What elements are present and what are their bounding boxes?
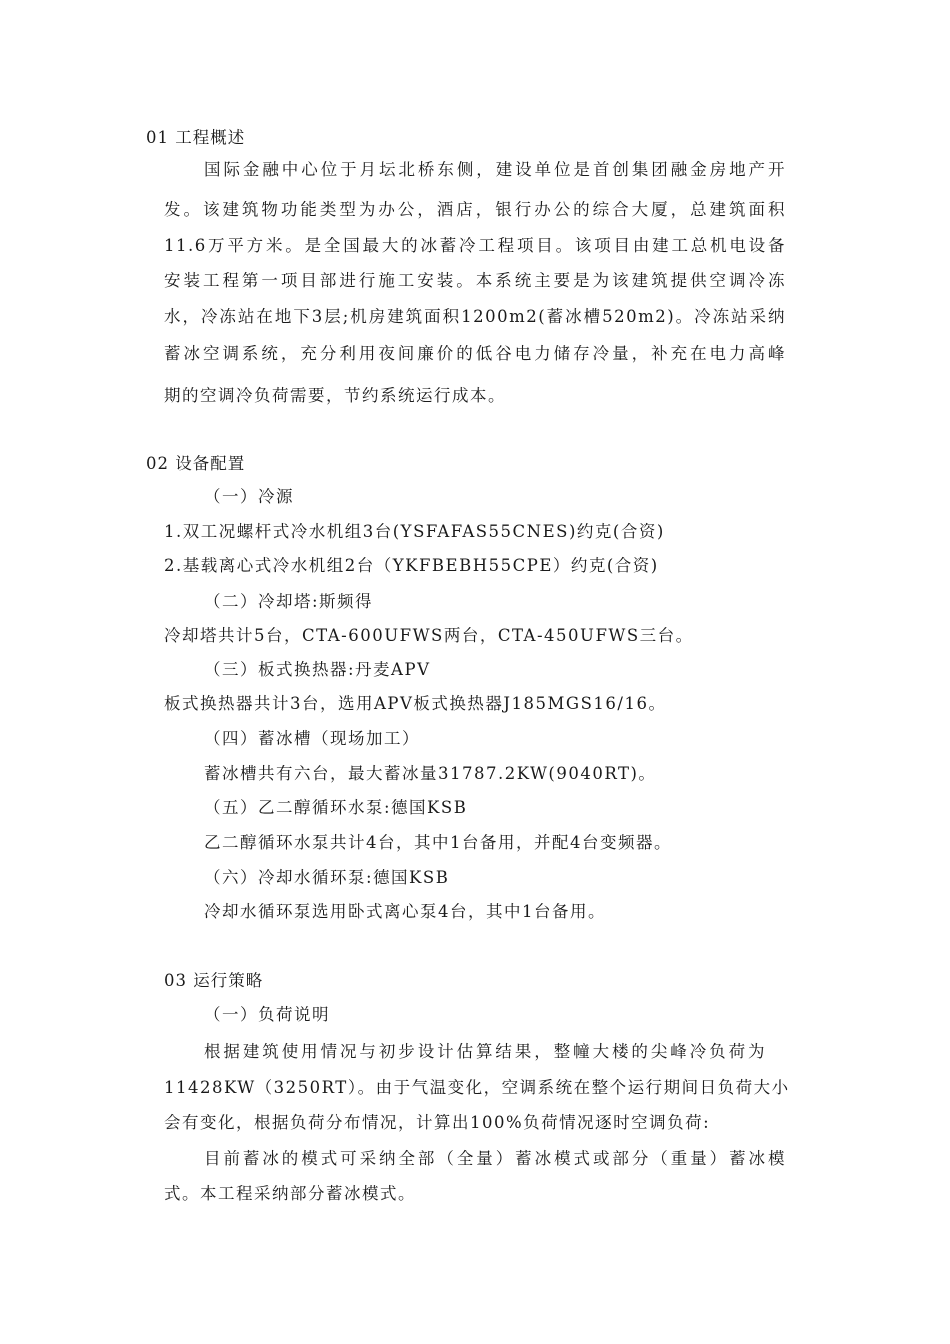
paragraph-line: 目前蓄冰的模式可采纳全部（全量）蓄冰模式或部分（重量）蓄冰模	[204, 1149, 786, 1168]
subheading-cooling-tower: （二）冷却塔:斯频得	[204, 592, 374, 611]
subheading-glycol-pump: （五）乙二醇循环水泵:德国KSB	[204, 798, 468, 817]
paragraph-line: 11.6万平方米。是全国最大的冰蓄冷工程项目。该项目由建工总机电设备	[164, 236, 786, 255]
subheading-cooling-water-pump: （六）冷却水循环泵:德国KSB	[204, 868, 450, 887]
paragraph-line: 水，冷冻站在地下3层;机房建筑面积1200m2(蓄冰槽520m2)。冷冻站采纳	[164, 307, 786, 326]
section-heading-strategy: 03 运行策略	[164, 971, 264, 990]
paragraph-line: 式。本工程采纳部分蓄冰模式。	[164, 1184, 416, 1203]
list-item: 1.双工况螺杆式冷水机组3台(YSFAFAS55CNES)约克(合资)	[164, 522, 665, 541]
paragraph-line: 板式换热器共计3台，选用APV板式换热器J185MGS16/16。	[164, 694, 667, 713]
paragraph-line: 发。该建筑物功能类型为办公，酒店，银行办公的综合大厦，总建筑面积	[164, 200, 786, 219]
subheading-load-description: （一）负荷说明	[204, 1005, 330, 1024]
section-heading-overview: 01 工程概述	[146, 128, 246, 147]
paragraph-line: 会有变化，根据负荷分布情况，计算出100%负荷情况逐时空调负荷:	[164, 1113, 711, 1132]
paragraph-line: 蓄冰槽共有六台，最大蓄冰量31787.2KW(9040RT)。	[204, 764, 657, 783]
paragraph-line: 根据建筑使用情况与初步设计估算结果，整幢大楼的尖峰冷负荷为	[204, 1042, 766, 1061]
section-heading-equipment: 02 设备配置	[146, 454, 246, 473]
paragraph-line: 国际金融中心位于月坛北桥东侧，建设单位是首创集团融金房地产开	[204, 160, 786, 179]
subheading-ice-tank: （四）蓄冰槽（现场加工）	[204, 729, 420, 748]
subheading-heat-exchanger: （三）板式换热器:丹麦APV	[204, 660, 431, 679]
list-item: 2.基载离心式冷水机组2台（YKFBEBH55CPE）约克(合资)	[164, 556, 659, 575]
paragraph-line: 蓄冰空调系统，充分利用夜间廉价的低谷电力储存冷量，补充在电力高峰	[164, 344, 786, 363]
paragraph-line: 安装工程第一项目部进行施工安装。本系统主要是为该建筑提供空调冷冻	[164, 271, 786, 290]
paragraph-line: 冷却塔共计5台，CTA-600UFWS两台，CTA-450UFWS三台。	[164, 626, 694, 645]
paragraph-line: 期的空调冷负荷需要，节约系统运行成本。	[164, 386, 506, 405]
paragraph-line: 乙二醇循环水泵共计4台，其中1台备用，并配4台变频器。	[204, 833, 672, 852]
subheading-cold-source: （一）冷源	[204, 487, 294, 506]
paragraph-line: 11428KW（3250RT）。由于气温变化，空调系统在整个运行期间日负荷大小	[164, 1078, 790, 1097]
paragraph-line: 冷却水循环泵选用卧式离心泵4台，其中1台备用。	[204, 902, 606, 921]
